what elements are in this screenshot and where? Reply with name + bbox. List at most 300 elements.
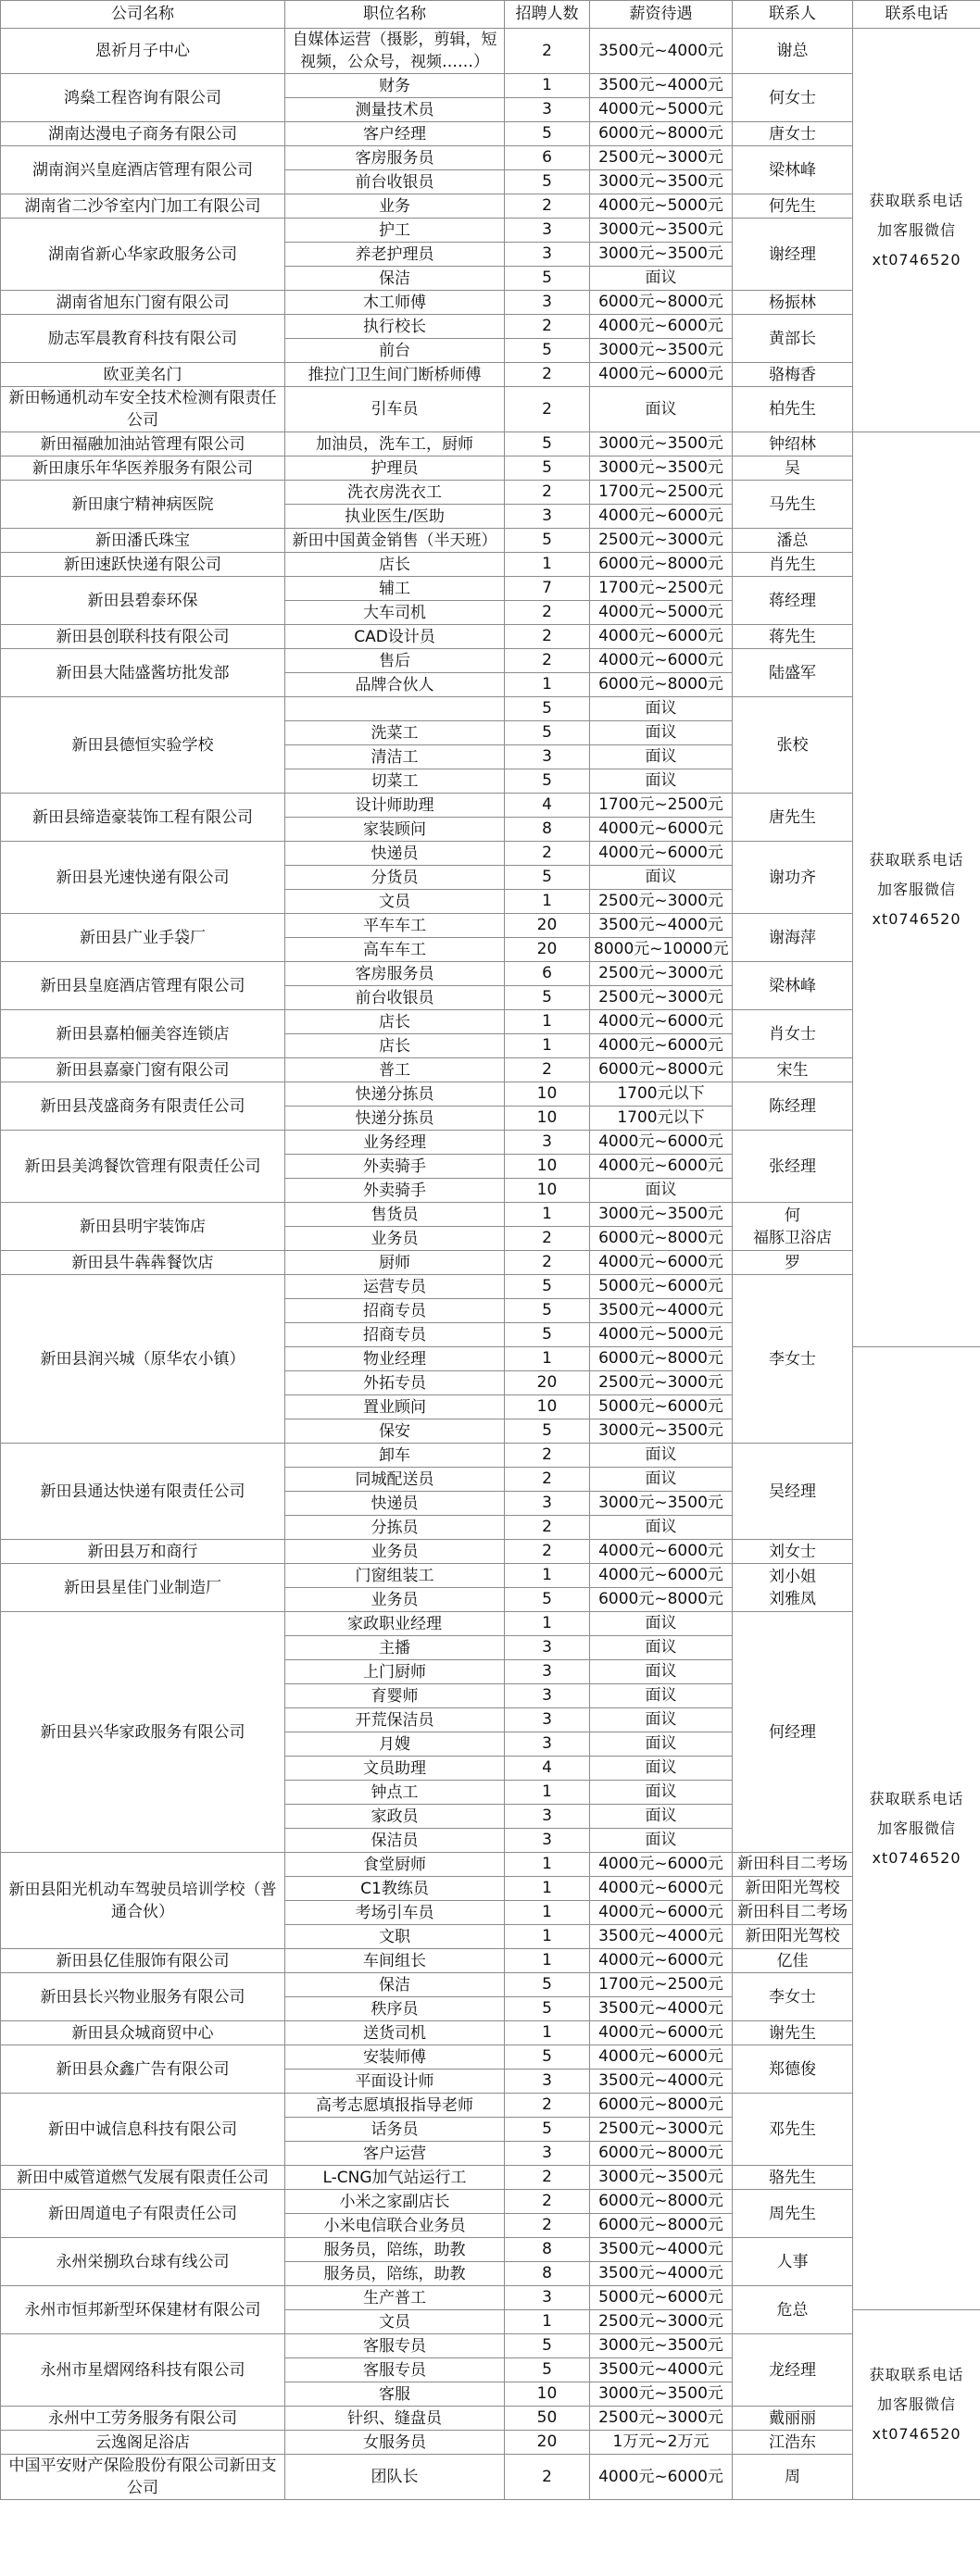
hiring-count: 1	[505, 1901, 590, 1925]
company-name: 新田畅通机动车安全技术检测有限责任公司	[1, 387, 285, 432]
company-name: 新田县大陆盛酱坊批发部	[1, 649, 285, 697]
hiring-count: 2	[505, 649, 590, 673]
contact-person: 宋生	[733, 1058, 853, 1082]
position-name: 客服专员	[285, 2358, 505, 2382]
phone-note-line: 加客服微信	[876, 880, 956, 898]
salary: 面议	[590, 745, 733, 769]
salary: 6000元~8000元	[590, 1588, 733, 1612]
position-name: 执业医生/医助	[285, 505, 505, 529]
salary: 1700元以下	[590, 1082, 733, 1107]
hiring-count: 20	[505, 938, 590, 962]
salary: 4000元~6000元	[590, 649, 733, 673]
salary: 5000元~6000元	[590, 2286, 733, 2310]
table-row	[1, 2286, 980, 2310]
position-name: 女服务员	[285, 2431, 505, 2455]
salary: 3000元~3500元	[590, 456, 733, 481]
hiring-count: 3	[505, 1829, 590, 1853]
salary: 1万元~2万元	[590, 2431, 733, 2455]
position-name: 木工师傅	[285, 291, 505, 315]
company-name: 新田潘氏珠宝	[1, 529, 285, 553]
salary: 6000元~8000元	[590, 122, 733, 146]
column-header: 公司名称	[1, 1, 285, 29]
hiring-count: 3	[505, 1805, 590, 1829]
position-name: 招商专员	[285, 1323, 505, 1347]
contact-person: 吴	[733, 456, 853, 481]
table-row	[1, 29, 980, 74]
table-row	[1, 2190, 980, 2214]
position-name: 开荒保洁员	[285, 1708, 505, 1732]
salary: 3500元~4000元	[590, 2238, 733, 2262]
contact-person: 邓先生	[733, 2094, 853, 2166]
position-name: 针织、缝盘员	[285, 2407, 505, 2431]
salary: 3000元~3500元	[590, 2382, 733, 2407]
salary: 2500元~3000元	[590, 529, 733, 553]
position-name: 同城配送员	[285, 1468, 505, 1492]
hiring-count: 1	[505, 2021, 590, 2045]
salary: 6000元~8000元	[590, 1058, 733, 1082]
column-header: 招聘人数	[505, 1, 590, 29]
table-row	[1, 432, 980, 456]
company-name: 新田县长兴物业服务有限公司	[1, 1973, 285, 2021]
salary: 面议	[590, 1829, 733, 1853]
hiring-count: 5	[505, 122, 590, 146]
hiring-count: 1	[505, 74, 590, 98]
salary: 3000元~3500元	[590, 170, 733, 194]
company-name: 新田县通达快递有限责任公司	[1, 1444, 285, 1540]
header-row	[1, 1, 980, 29]
salary: 面议	[590, 1805, 733, 1829]
salary: 面议	[590, 1636, 733, 1660]
contact-person: 周	[733, 2455, 853, 2500]
position-name: 测量技术员	[285, 98, 505, 122]
contact-person: 谢海萍	[733, 914, 853, 962]
position-name: 团队长	[285, 2455, 505, 2500]
position-name: 招商专员	[285, 1299, 505, 1323]
table-row	[1, 122, 980, 146]
position-name: 快递分拣员	[285, 1082, 505, 1107]
salary: 4000元~6000元	[590, 315, 733, 339]
hiring-count: 5	[505, 1275, 590, 1299]
salary: 2500元~3000元	[590, 2407, 733, 2431]
position-name: 送货司机	[285, 2021, 505, 2045]
hiring-count: 5	[505, 2118, 590, 2142]
phone-note-line: 获取联系电话	[869, 1789, 964, 1807]
hiring-count: 6	[505, 962, 590, 986]
salary: 2500元~3000元	[590, 1371, 733, 1395]
salary: 4000元~6000元	[590, 842, 733, 866]
hiring-count: 5	[505, 1323, 590, 1347]
salary: 面议	[590, 866, 733, 890]
table-row	[1, 697, 980, 721]
hiring-count: 1	[505, 553, 590, 577]
table-row	[1, 914, 980, 938]
hiring-count: 5	[505, 1299, 590, 1323]
hiring-count: 2	[505, 194, 590, 219]
hiring-count: 10	[505, 1395, 590, 1419]
hiring-count: 20	[505, 914, 590, 938]
salary: 4000元~6000元	[590, 2455, 733, 2500]
table-row	[1, 553, 980, 577]
salary: 4000元~6000元	[590, 818, 733, 842]
position-name: L-CNG加气站运行工	[285, 2166, 505, 2190]
hiring-count: 2	[505, 2094, 590, 2118]
salary: 6000元~8000元	[590, 673, 733, 697]
salary: 6000元~8000元	[590, 553, 733, 577]
company-name: 新田县阳光机动车驾驶员培训学校（普通合伙）	[1, 1853, 285, 1949]
position-name: 设计师助理	[285, 794, 505, 818]
contact-person: 戴丽丽	[733, 2407, 853, 2431]
hiring-count: 6	[505, 146, 590, 170]
position-name: 前台收银员	[285, 170, 505, 194]
salary: 4000元~6000元	[590, 1131, 733, 1155]
table-row	[1, 219, 980, 243]
salary: 6000元~8000元	[590, 1227, 733, 1251]
company-name: 云逸阁足浴店	[1, 2431, 285, 2455]
company-name: 新田县嘉柏俪美容连锁店	[1, 1010, 285, 1058]
salary: 4000元~6000元	[590, 1010, 733, 1034]
hiring-count: 5	[505, 1588, 590, 1612]
table-row	[1, 363, 980, 387]
hiring-count: 5	[505, 1419, 590, 1444]
salary: 4000元~6000元	[590, 1155, 733, 1179]
position-name: 护理员	[285, 456, 505, 481]
company-name: 新田康乐年华医养服务有限公司	[1, 456, 285, 481]
position-name: 分拣员	[285, 1516, 505, 1540]
hiring-count: 10	[505, 1179, 590, 1203]
position-name: 切菜工	[285, 769, 505, 794]
company-name: 永州栄捌玖台球有线公司	[1, 2238, 285, 2286]
salary: 面议	[590, 1708, 733, 1732]
hiring-count: 3	[505, 1684, 590, 1708]
table-row	[1, 625, 980, 649]
position-name: 快递分拣员	[285, 1107, 505, 1131]
hiring-count: 2	[505, 625, 590, 649]
hiring-count: 1	[505, 2310, 590, 2334]
hiring-count: 1	[505, 1781, 590, 1805]
hiring-count: 3	[505, 219, 590, 243]
salary: 4000元~6000元	[590, 1034, 733, 1058]
position-name: 养老护理员	[285, 243, 505, 267]
position-name: 外卖骑手	[285, 1179, 505, 1203]
contact-person: 骆先生	[733, 2166, 853, 2190]
hiring-count: 2	[505, 2214, 590, 2238]
contact-person: 刘女士	[733, 1540, 853, 1564]
salary: 2500元~3000元	[590, 2118, 733, 2142]
table-row	[1, 2021, 980, 2045]
table-row	[1, 1082, 980, 1107]
position-name: 快递员	[285, 1492, 505, 1516]
position-name: 保洁员	[285, 1829, 505, 1853]
salary: 面议	[590, 1516, 733, 1540]
position-name: 文员助理	[285, 1757, 505, 1781]
salary: 8000元~10000元	[590, 938, 733, 962]
company-name: 新田县缔造豪装饰工程有限公司	[1, 794, 285, 842]
company-name: 新田县碧泰环保	[1, 577, 285, 625]
position-name: 文员	[285, 2310, 505, 2334]
hiring-count: 1	[505, 673, 590, 697]
hiring-count: 2	[505, 1444, 590, 1468]
salary: 6000元~8000元	[590, 2142, 733, 2166]
salary: 4000元~6000元	[590, 1901, 733, 1925]
salary: 6000元~8000元	[590, 291, 733, 315]
company-name: 新田县亿佳服饰有限公司	[1, 1949, 285, 1973]
position-name: 推拉门卫生间门断桥师傅	[285, 363, 505, 387]
position-name: CAD设计员	[285, 625, 505, 649]
phone-note-line: xt0746520	[872, 250, 961, 269]
hiring-count: 2	[505, 1251, 590, 1275]
salary: 1700元~2500元	[590, 577, 733, 601]
position-name: 护工	[285, 219, 505, 243]
hiring-count: 3	[505, 745, 590, 769]
salary: 面议	[590, 1660, 733, 1684]
salary: 3500元~4000元	[590, 1925, 733, 1949]
company-name: 湖南润兴皇庭酒店管理有限公司	[1, 146, 285, 194]
position-name: 钟点工	[285, 1781, 505, 1805]
hiring-count: 5	[505, 170, 590, 194]
position-name: C1教练员	[285, 1877, 505, 1901]
hiring-count: 1	[505, 1564, 590, 1588]
table-row	[1, 74, 980, 98]
hiring-count: 7	[505, 577, 590, 601]
table-row	[1, 962, 980, 986]
salary: 3000元~3500元	[590, 339, 733, 363]
position-name: 快递员	[285, 842, 505, 866]
salary: 3000元~3500元	[590, 2334, 733, 2358]
salary: 面议	[590, 1179, 733, 1203]
table-row	[1, 2334, 980, 2358]
contact-person: 危总	[733, 2286, 853, 2334]
position-name: 售后	[285, 649, 505, 673]
hiring-count: 2	[505, 29, 590, 74]
salary: 3000元~3500元	[590, 1492, 733, 1516]
position-name: 生产普工	[285, 2286, 505, 2310]
position-name: 保洁	[285, 1973, 505, 1997]
position-name: 加油员，洗车工，厨师	[285, 432, 505, 456]
salary: 3000元~3500元	[590, 1419, 733, 1444]
position-name: 业务	[285, 194, 505, 219]
position-name: 店长	[285, 553, 505, 577]
contact-person: 肖女士	[733, 1010, 853, 1058]
company-name: 新田县润兴城（原华农小镇）	[1, 1275, 285, 1444]
salary: 3500元~4000元	[590, 2262, 733, 2286]
hiring-count: 3	[505, 1708, 590, 1732]
hiring-count: 5	[505, 529, 590, 553]
position-name: 厨师	[285, 1251, 505, 1275]
hiring-count: 2	[505, 387, 590, 432]
position-name: 小米电信联合业务员	[285, 2214, 505, 2238]
position-name: 客户运营	[285, 2142, 505, 2166]
position-name: 引车员	[285, 387, 505, 432]
position-name: 业务员	[285, 1588, 505, 1612]
hiring-count: 5	[505, 986, 590, 1010]
hiring-count: 1	[505, 1010, 590, 1034]
hiring-count: 2	[505, 481, 590, 505]
contact-person: 李女士	[733, 1973, 853, 2021]
contact-person: 人事	[733, 2238, 853, 2286]
table-row	[1, 315, 980, 339]
hiring-count: 3	[505, 291, 590, 315]
salary: 3500元~4000元	[590, 74, 733, 98]
contact-person: 何经理	[733, 1612, 853, 1853]
table-row	[1, 146, 980, 170]
table-row	[1, 2455, 980, 2500]
contact-person: 何先生	[733, 194, 853, 219]
contact-person: 唐先生	[733, 794, 853, 842]
hiring-count: 3	[505, 1732, 590, 1757]
position-name: 秩序员	[285, 1997, 505, 2021]
hiring-count: 5	[505, 1973, 590, 1997]
table-row	[1, 1853, 980, 1877]
contact-person: 江浩东	[733, 2431, 853, 2455]
salary: 4000元~6000元	[590, 1540, 733, 1564]
table-row	[1, 1275, 980, 1299]
position-name: 业务员	[285, 1540, 505, 1564]
position-name: 外卖骑手	[285, 1155, 505, 1179]
salary: 2500元~3000元	[590, 146, 733, 170]
contact-person: 谢功齐	[733, 842, 853, 914]
salary: 1700元~2500元	[590, 481, 733, 505]
hiring-count: 10	[505, 1155, 590, 1179]
position-name: 业务经理	[285, 1131, 505, 1155]
salary: 4000元~6000元	[590, 2045, 733, 2070]
salary: 面议	[590, 1781, 733, 1805]
salary: 6000元~8000元	[590, 2190, 733, 2214]
hiring-count: 50	[505, 2407, 590, 2431]
salary: 面议	[590, 387, 733, 432]
position-name: 服务员，陪练，助教	[285, 2238, 505, 2262]
phone-note-line: xt0746520	[872, 1848, 961, 1867]
hiring-count: 5	[505, 769, 590, 794]
hiring-count: 20	[505, 2431, 590, 2455]
position-name: 食堂厨师	[285, 1853, 505, 1877]
hiring-count: 3	[505, 1131, 590, 1155]
hiring-count: 2	[505, 363, 590, 387]
contact-person: 陆盛军	[733, 649, 853, 697]
hiring-count: 2	[505, 842, 590, 866]
table-row	[1, 1564, 980, 1588]
contact-person: 罗	[733, 1251, 853, 1275]
contact-person: 郑德俊	[733, 2045, 853, 2094]
table-row	[1, 1973, 980, 1997]
hiring-count: 3	[505, 98, 590, 122]
company-name: 新田县牛犇犇餐饮店	[1, 1251, 285, 1275]
position-name: 高车车工	[285, 938, 505, 962]
position-name: 家装顾问	[285, 818, 505, 842]
salary: 3000元~3500元	[590, 219, 733, 243]
contact-person: 肖先生	[733, 553, 853, 577]
hiring-count: 1	[505, 1203, 590, 1227]
salary: 4000元~6000元	[590, 1877, 733, 1901]
table-row	[1, 2094, 980, 2118]
contact-person: 龙经理	[733, 2334, 853, 2407]
contact-person: 周先生	[733, 2190, 853, 2238]
position-name: 家政职业经理	[285, 1612, 505, 1636]
contact-person: 蒋先生	[733, 625, 853, 649]
table-row	[1, 481, 980, 505]
phone-note-line: 获取联系电话	[869, 191, 964, 209]
phone-note-line: 加客服微信	[876, 1819, 956, 1837]
table-row	[1, 1058, 980, 1082]
salary: 面议	[590, 721, 733, 745]
salary: 5000元~6000元	[590, 1275, 733, 1299]
hiring-count: 3	[505, 243, 590, 267]
position-name: 服务员，陪练，助教	[285, 2262, 505, 2286]
salary: 4000元~6000元	[590, 505, 733, 529]
hiring-count: 5	[505, 1997, 590, 2021]
hiring-count: 5	[505, 697, 590, 721]
hiring-count: 5	[505, 866, 590, 890]
salary: 4000元~6000元	[590, 1251, 733, 1275]
column-header: 职位名称	[285, 1, 505, 29]
table-row	[1, 387, 980, 432]
phone-note-line: xt0746520	[872, 909, 961, 928]
position-name: 洗衣房洗衣工	[285, 481, 505, 505]
contact-person: 李女士	[733, 1275, 853, 1444]
company-name: 湖南省新心华家政服务公司	[1, 219, 285, 291]
phone-note-line: 加客服微信	[876, 2395, 956, 2413]
hiring-count: 5	[505, 456, 590, 481]
position-name: 月嫂	[285, 1732, 505, 1757]
hiring-count: 2	[505, 1516, 590, 1540]
position-name: 洗菜工	[285, 721, 505, 745]
table-row	[1, 456, 980, 481]
hiring-count: 1	[505, 1877, 590, 1901]
salary: 3000元~3500元	[590, 243, 733, 267]
position-name: 客服专员	[285, 2334, 505, 2358]
table-row	[1, 194, 980, 219]
hiring-count: 2	[505, 315, 590, 339]
contact-phone-note	[853, 432, 980, 1347]
company-name: 新田县广业手袋厂	[1, 914, 285, 962]
company-name: 新田县明宇装饰店	[1, 1203, 285, 1251]
company-name: 湖南省旭东门窗有限公司	[1, 291, 285, 315]
table-row	[1, 1540, 980, 1564]
position-name: 执行校长	[285, 315, 505, 339]
contact-person: 梁林峰	[733, 146, 853, 194]
company-name: 新田福融加油站管理有限公司	[1, 432, 285, 456]
company-name: 永州中工劳务服务有限公司	[1, 2407, 285, 2431]
company-name: 新田周道电子有限责任公司	[1, 2190, 285, 2238]
position-name: 自媒体运营（摄影，剪辑，短视频，公众号，视频……）	[285, 29, 505, 74]
hiring-count: 1	[505, 1949, 590, 1973]
company-name: 湖南省二沙爷室内门加工有限公司	[1, 194, 285, 219]
hiring-count: 2	[505, 1540, 590, 1564]
hiring-count: 10	[505, 2382, 590, 2407]
contact-person: 潘总	[733, 529, 853, 553]
hiring-count: 8	[505, 818, 590, 842]
company-name: 新田中诚信息科技有限公司	[1, 2094, 285, 2166]
hiring-count: 2	[505, 2455, 590, 2500]
position-name: 普工	[285, 1058, 505, 1082]
position-name: 客服	[285, 2382, 505, 2407]
salary: 3500元~4000元	[590, 29, 733, 74]
column-header: 薪资待遇	[590, 1, 733, 29]
contact-person: 新田科目二考场	[733, 1901, 853, 1925]
position-name	[285, 697, 505, 721]
contact-phone-note	[853, 29, 980, 432]
salary: 面议	[590, 267, 733, 291]
position-name: 车间组长	[285, 1949, 505, 1973]
position-name: 平车车工	[285, 914, 505, 938]
salary: 2500元~3000元	[590, 890, 733, 914]
position-name: 分货员	[285, 866, 505, 890]
hiring-count: 2	[505, 2166, 590, 2190]
table-row	[1, 794, 980, 818]
table-row	[1, 2407, 980, 2431]
position-name: 高考志愿填报指导老师	[285, 2094, 505, 2118]
position-name: 财务	[285, 74, 505, 98]
salary: 4000元~6000元	[590, 1564, 733, 1588]
